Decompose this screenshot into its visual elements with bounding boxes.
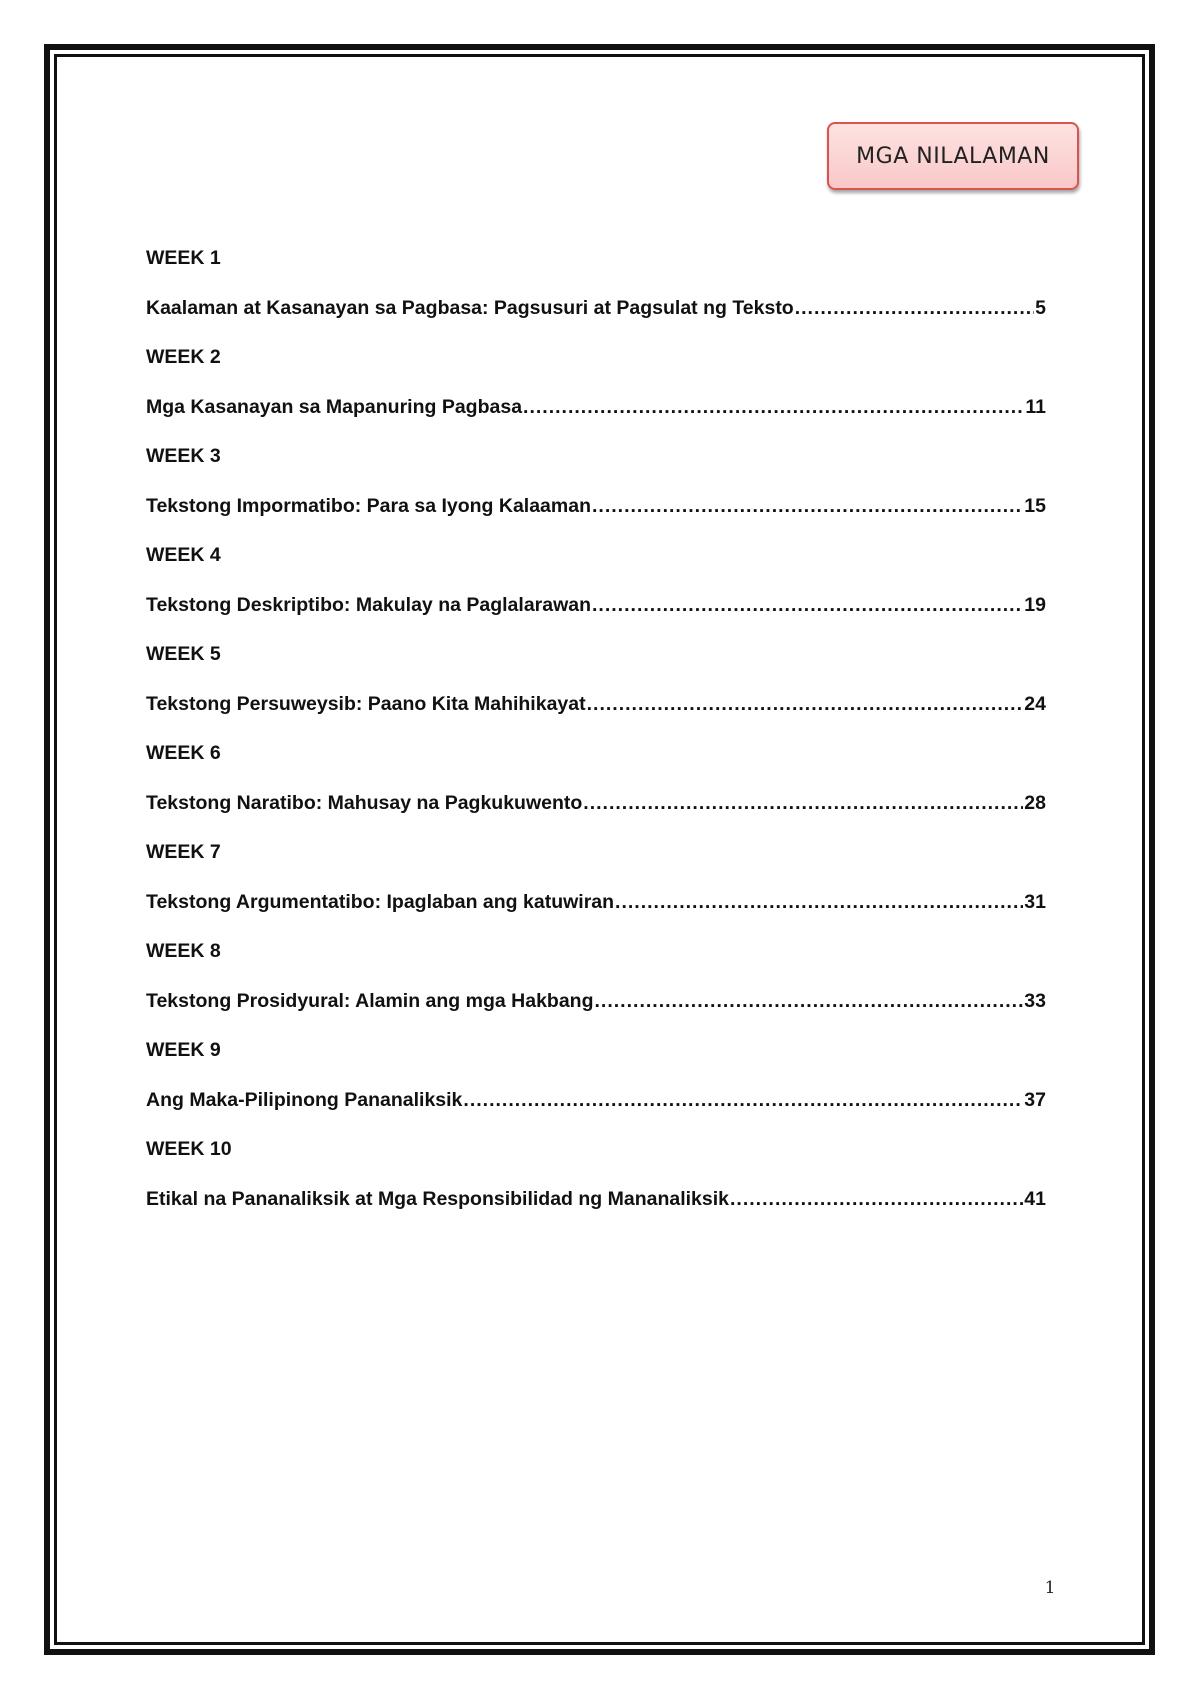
entry-page-number: 11 [1025, 395, 1046, 418]
entry-page-number: 33 [1024, 989, 1046, 1012]
toc-entry [146, 587, 1046, 637]
week-heading: WEEK 7 [146, 841, 221, 863]
toc-entry [146, 1181, 1046, 1231]
dot-leader [730, 1181, 1023, 1217]
toc-entry [146, 1082, 1046, 1132]
toc-entry [146, 389, 1046, 439]
entry-page-number: 24 [1024, 692, 1046, 715]
entry-title: Tekstong Deskriptibo: Makulay na Paglalarawan [146, 593, 592, 616]
dot-leader [463, 1082, 1023, 1118]
entry-title: Tekstong Impormatibo: Para sa Iyong Kalaaman [146, 494, 591, 517]
dot-leader [587, 686, 1024, 722]
dot-leader [583, 785, 1023, 821]
entry-title: Tekstong Naratibo: Mahusay na Pagkukuwento [146, 791, 583, 814]
week-heading: WEEK 5 [146, 643, 221, 665]
dot-leader [615, 884, 1023, 920]
toc-entry [146, 884, 1046, 934]
footer-page-number: 1 [1044, 1578, 1056, 1598]
week-heading: WEEK 3 [146, 445, 221, 467]
week-heading: WEEK 2 [146, 346, 221, 368]
week-heading: WEEK 10 [146, 1138, 232, 1160]
dot-leader [523, 389, 1024, 425]
toc-title: MGA NILALAMAN [856, 143, 1050, 169]
entry-title: Kaalaman at Kasanayan sa Pagbasa: Pagsusuri at Pagsulat ng Teksto [146, 296, 794, 319]
week-heading: WEEK 4 [146, 544, 221, 566]
toc-entry [146, 785, 1046, 835]
entry-page-number: 41 [1024, 1187, 1046, 1210]
entry-page-number: 28 [1024, 791, 1046, 814]
toc-entry [146, 290, 1046, 340]
entry-title: Etikal na Pananaliksik at Mga Responsibilidad ng Mananaliksik [146, 1187, 730, 1210]
week-heading: WEEK 8 [146, 940, 221, 962]
dot-leader [592, 488, 1023, 524]
dot-leader [592, 587, 1023, 623]
entry-title: Ang Maka-Pilipinong Pananaliksik [146, 1088, 463, 1111]
entry-page-number: 5 [1035, 296, 1046, 319]
entry-title: Tekstong Argumentatibo: Ipaglaban ang katuwiran [146, 890, 615, 913]
entry-page-number: 37 [1024, 1088, 1046, 1111]
table-of-contents [146, 240, 1046, 1230]
dot-leader [595, 983, 1024, 1019]
week-heading: WEEK 9 [146, 1039, 221, 1061]
week-heading: WEEK 6 [146, 742, 221, 764]
toc-title-box [827, 122, 1079, 190]
entry-title: Tekstong Prosidyural: Alamin ang mga Hakbang [146, 989, 594, 1012]
entry-page-number: 15 [1024, 494, 1046, 517]
entry-title: Mga Kasanayan sa Mapanuring Pagbasa [146, 395, 523, 418]
dot-leader [795, 290, 1034, 326]
entry-title: Tekstong Persuweysib: Paano Kita Mahihikayat [146, 692, 586, 715]
entry-page-number: 31 [1024, 890, 1046, 913]
toc-entry [146, 983, 1046, 1033]
entry-page-number: 19 [1024, 593, 1046, 616]
toc-entry [146, 488, 1046, 538]
toc-entry [146, 686, 1046, 736]
week-heading: WEEK 1 [146, 247, 221, 269]
